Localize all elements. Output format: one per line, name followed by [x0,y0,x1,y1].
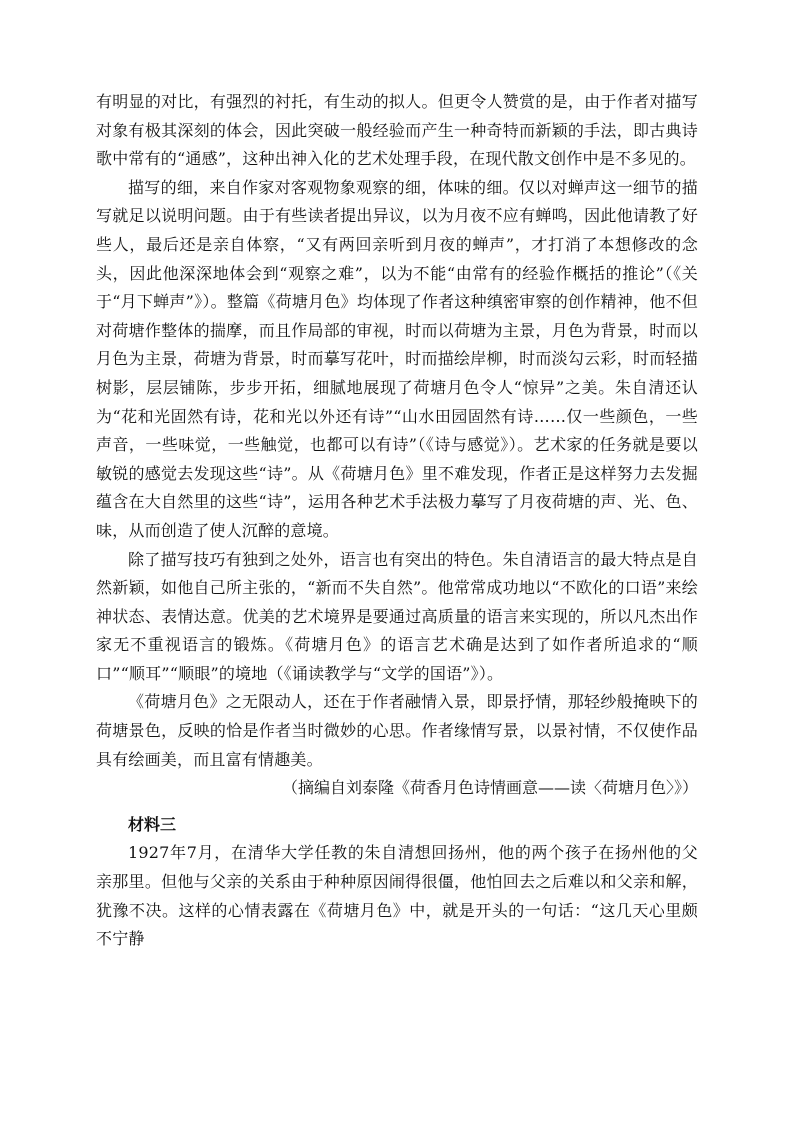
paragraph-language: 除了描写技巧有独到之处外，语言也有突出的特色。朱自清语言的最大特点是自然新颖，如他自己所主张的，“新而不失自然”。他常常成功地以“不欧化的口语”来绘神状态、表情达意。优美的艺术境界是要通过高质量的语言来实现的，所以凡杰出作家无不重视语言的锻炼。《荷塘月色》的语言艺术确是达到了如作者所追求的“顺口”“顺耳”“顺眼”的境地（《诵读教学与“文学的国语”》）。 [96,549,698,683]
paragraph-emotion: 《荷塘月色》之无限动人，还在于作者融情入景，即景抒情，那轻纱般掩映下的荷塘景色，反映的恰是作者当时微妙的心思。作者缘情写景，以景衬情，不仅使作品具有绘画美，而且富有情趣美。 [96,692,698,769]
document-page [96,88,698,954]
paragraph-description-detail: 描写的细，来自作家对客观物象观察的细，体味的细。仅以对蝉声这一细节的描写就足以说明问题。由于有些读者提出异议，以为月夜不应有蝉鸣，因此他请教了好些人，最后还是亲自体察，“又有两回亲听到月夜的蝉声”，才打消了本想修改的念头，因此他深深地体会到“观察之难”，以为不能“由常有的经验作概括的推论”（《关于“月下蝉声”》）。整篇《荷塘月色》均体现了作者这种缜密审察的创作精神，他不但对荷塘作整体的揣摩，而且作局部的审视，时而以荷塘为主景，月色为背景，时而以月色为主景，荷塘为背景，时而摹写花叶，时而描绘岸柳，时而淡勾云彩，时而轻描树影，层层铺陈，步步开拓，细腻地展现了荷塘月色令人“惊异”之美。朱自清还认为“花和光固然有诗，花和光以外还有诗”“山水田园固然有诗……仅一些颜色，一些声音，一些味觉，一些触觉，也都可以有诗”（《诗与感觉》）。艺术家的任务就是要以敏锐的感觉去发现这些“诗”。从《荷塘月色》里不难发现，作者正是这样努力去发掘蕴含在大自然里的这些“诗”，运用各种艺术手法极力摹写了月夜荷塘的声、光、色、味，从而创造了使人沉醉的意境。 [96,177,698,540]
paragraph-material-three: 1927年7月，在清华大学任教的朱自清想回扬州，他的两个孩子在扬州他的父亲那里。但他与父亲的关系由于种种原因闹得很僵，他怕回去之后难以和父亲和解，犹豫不决。这样的心情表露在《荷塘月色》中，就是开头的一句话：“这几天心里颇不宁静 [96,843,698,949]
section-heading: 材料三 [128,814,177,834]
paragraph-continuation: 有明显的对比，有强烈的衬托，有生动的拟人。但更令人赞赏的是，由于作者对描写对象有极其深刻的体会，因此突破一般经验而产生一种奇特而新颖的手法，即古典诗歌中常有的“通感”，这种出神入化的艺术处理手段，在现代散文创作中是不多见的。 [96,92,698,169]
source-citation: （摘编自刘泰隆《荷香月色诗情画意——读〈荷塘月色〉》） [281,778,698,798]
